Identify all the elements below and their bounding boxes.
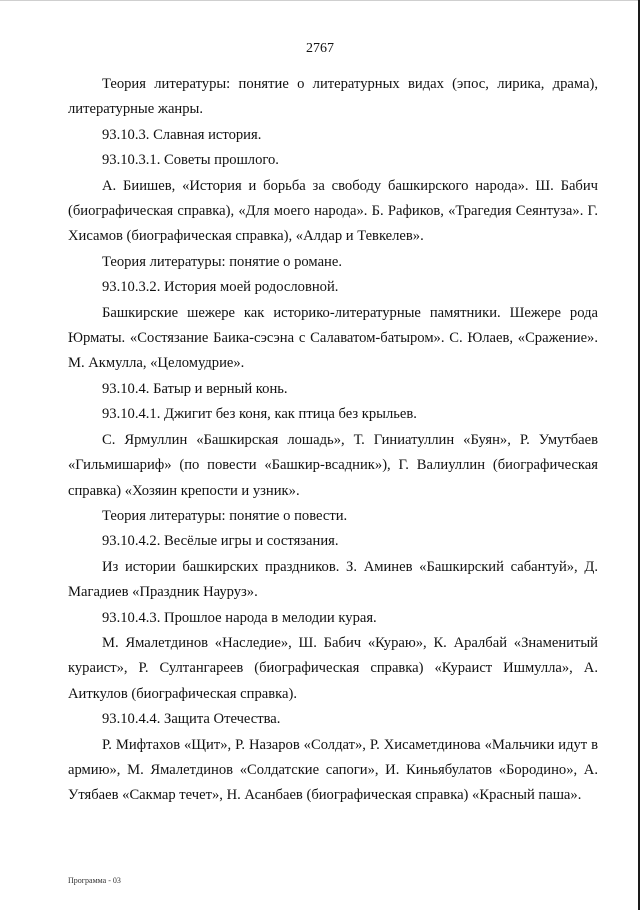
scan-edge-top: [0, 0, 640, 1]
document-body: [68, 72, 598, 809]
section-heading: 93.10.3. Славная история.: [102, 126, 262, 143]
section-heading: 93.10.4.2. Весёлые игры и состязания.: [102, 533, 339, 550]
body-paragraph: М. Ямалетдинов «Наследие», Ш. Бабич «Кураю», К. Аралбай «Знаменитый кураист», Р. Султангареев (биографическая справка) «Кураист Ишмулла», А. Аиткулов (биографическая справка).: [68, 634, 598, 702]
body-paragraph: Теория литературы: понятие о литературных видах (эпос, лирика, драма), литературные жанры.: [68, 76, 598, 118]
section-heading: 93.10.4.3. Прошлое народа в мелодии курая.: [102, 609, 377, 626]
section-heading: 93.10.3.2. История моей родословной.: [102, 279, 339, 296]
body-paragraph: С. Ярмуллин «Башкирская лошадь», Т. Гиниатуллин «Буян», Р. Умутбаев «Гильмишариф» (по повести «Башкир-всадник»), Г. Валиуллин (биографическая справка) «Хозяин крепости и узник».: [68, 431, 598, 499]
page-number: 2767: [306, 41, 334, 56]
section-heading: 93.10.4.1. Джигит без коня, как птица без крыльев.: [102, 406, 417, 423]
page-footer: Программа - 03: [68, 876, 121, 885]
section-heading: Теория литературы: понятие о повести.: [102, 507, 348, 524]
body-paragraph: Р. Мифтахов «Щит», Р. Назаров «Солдат», Р. Хисаметдинова «Мальчики идут в армию», М. Ямалетдинов «Солдатские сапоги», И. Киньябулатов «Бородино», А. Утябаев «Сакмар течет», Н. Асанбаев (биографическая справка) «Красный паша».: [68, 736, 598, 804]
section-heading: 93.10.4. Батыр и верный конь.: [102, 380, 288, 397]
body-paragraph: Из истории башкирских праздников. З. Аминев «Башкирский сабантуй», Д. Магадиев «Праздник Науруз».: [68, 558, 598, 601]
body-paragraph: Башкирские шежере как историко-литературные памятники. Шежере рода Юрматы. «Состязание Баика-сэсэна с Салаватом-батыром». С. Юлаев, «Сражение». М. Акмулла, «Целомудрие».: [68, 304, 598, 372]
section-heading: 93.10.4.4. Защита Отечества.: [102, 711, 281, 728]
section-heading: Теория литературы: понятие о романе.: [102, 253, 342, 270]
body-paragraph: А. Биишев, «История и борьба за свободу башкирского народа». Ш. Бабич (биографическая справка), «Для моего народа». Б. Рафиков, «Трагедия Сеянтуза». Г. Хисамов (биографическая справка), «Алдар и Тевкелев».: [68, 177, 598, 245]
section-heading: 93.10.3.1. Советы прошлого.: [102, 152, 279, 169]
